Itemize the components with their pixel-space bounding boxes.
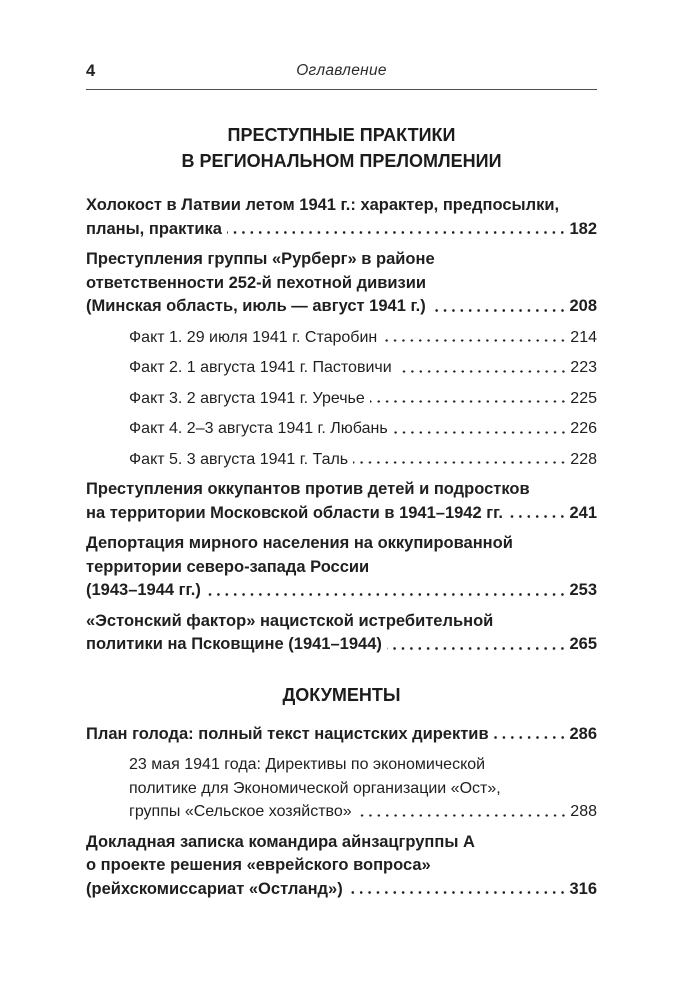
toc-entry-text-line: 23 мая 1941 года: Директивы по экономической xyxy=(129,756,486,773)
dot-leader xyxy=(227,218,566,242)
toc-entry-last-line xyxy=(86,295,597,319)
toc-entry-last-line xyxy=(129,800,597,824)
toc-entry-last-line xyxy=(86,502,597,526)
toc-entry xyxy=(86,248,597,319)
toc-entry-page-ref: 214 xyxy=(570,328,597,346)
toc-entry-last-line xyxy=(86,723,597,747)
dot-leader xyxy=(382,326,567,350)
toc-entry xyxy=(86,532,597,603)
toc-entry-last-line xyxy=(129,448,597,472)
toc-entry-text-line: Факт 4. 2–3 августа 1941 г. Любань xyxy=(129,420,388,437)
toc-entry xyxy=(129,417,597,441)
dot-leader xyxy=(348,878,567,902)
toc-entry-text-line: о проекте решения «еврейского вопроса» xyxy=(86,856,431,874)
toc-entry-page-ref: 241 xyxy=(569,503,597,522)
toc-entry-last-line xyxy=(129,417,597,441)
toc-entry-text-line: (рейхскомиссариат «Остланд») xyxy=(86,879,343,898)
toc-entry xyxy=(86,194,597,241)
toc-entry-page-ref: 265 xyxy=(569,635,597,653)
toc-entry-last-line xyxy=(86,579,597,603)
dot-leader xyxy=(494,723,567,747)
section-heading-line: ПРЕСТУПНЫЕ ПРАКТИКИ xyxy=(227,125,456,145)
dot-leader xyxy=(353,448,567,472)
toc-entry-text-line: (Минская область, июль — август 1941 г.) xyxy=(86,297,426,315)
toc-entry-text-line: политике для Экономической организации «Ост», xyxy=(129,779,501,797)
toc-entry xyxy=(129,387,597,411)
toc-entry-page-ref: 228 xyxy=(570,450,597,468)
toc-entry-text-line: Факт 3. 2 августа 1941 г. Уречье xyxy=(129,389,365,407)
toc-entry-last-line xyxy=(86,633,597,657)
section-heading xyxy=(86,122,597,174)
dot-leader xyxy=(206,579,567,603)
toc-entry-page-ref: 288 xyxy=(570,803,597,820)
toc-entry-text-line: (1943–1944 гг.) xyxy=(86,581,201,599)
toc-entry-text-line: Преступления группы «Рурберг» в районе xyxy=(86,250,435,268)
section-heading-line: ДОКУМЕНТЫ xyxy=(282,684,401,705)
toc-entry-page-ref: 208 xyxy=(569,297,597,315)
toc-entry-page-ref: 286 xyxy=(569,724,597,743)
toc-entry-last-line xyxy=(129,326,597,350)
toc-entry-last-line xyxy=(86,218,597,242)
running-head-title: Оглавление xyxy=(296,62,387,79)
running-head xyxy=(86,62,597,84)
dot-leader xyxy=(357,800,568,824)
toc-entry-last-line xyxy=(86,878,597,902)
dot-leader xyxy=(387,633,567,657)
toc-entry-text-line: Факт 2. 1 августа 1941 г. Пастовичи xyxy=(129,359,392,376)
toc-entry-text-line: планы, практика xyxy=(86,219,222,238)
toc-entry-page-ref: 223 xyxy=(570,359,597,376)
dot-leader xyxy=(397,356,568,380)
toc-entry-text-line: Факт 1. 29 июля 1941 г. Старобин xyxy=(129,328,378,346)
toc-entry-page-ref: 253 xyxy=(569,581,597,599)
toc-entry-page-ref: 316 xyxy=(569,879,597,898)
page-number: 4 xyxy=(86,62,96,80)
toc-entry-text-line: политики на Псковщине (1941–1944) xyxy=(86,635,382,653)
toc-entry xyxy=(129,356,597,380)
toc xyxy=(86,122,597,901)
toc-entry xyxy=(129,448,597,472)
toc-entry-text-line: «Эстонский фактор» нацистской истребительной xyxy=(86,611,494,630)
toc-entry-text-line: План голода: полный текст нацистских директив xyxy=(86,724,489,743)
toc-entry-text-line: группы «Сельское хозяйство» xyxy=(129,803,352,820)
toc-entry-text-line: Факт 5. 3 августа 1941 г. Таль xyxy=(129,450,349,468)
toc-entry xyxy=(86,478,597,525)
toc-entry-text-line: территории северо-запада России xyxy=(86,557,370,576)
toc-entry-page-ref: 225 xyxy=(570,389,597,407)
dot-leader xyxy=(431,295,567,319)
toc-entry-text-line: Депортация мирного населения на оккупированной xyxy=(86,534,513,552)
toc-entry-text-line: ответственности 252-й пехотной дивизии xyxy=(86,273,426,292)
toc-entry xyxy=(129,753,597,824)
toc-entry-last-line xyxy=(129,356,597,380)
toc-entry-page-ref: 182 xyxy=(569,219,597,238)
page-content xyxy=(86,62,597,908)
dot-leader xyxy=(393,417,568,441)
toc-entry-text-line: Преступления оккупантов против детей и подростков xyxy=(86,480,530,498)
toc-entry-last-line xyxy=(129,387,597,411)
toc-entry xyxy=(86,610,597,657)
toc-entry-page-ref: 226 xyxy=(570,420,597,437)
toc-entry xyxy=(129,326,597,350)
toc-entry-text-line: Докладная записка командира айнзацгруппы А xyxy=(86,832,475,851)
section-heading xyxy=(86,682,597,708)
header-rule xyxy=(86,89,597,90)
toc-entry xyxy=(86,723,597,747)
toc-entry xyxy=(86,831,597,902)
toc-entry-text-line: Холокост в Латвии летом 1941 г.: характер, предпосылки, xyxy=(86,196,560,214)
section-heading-line: В РЕГИОНАЛЬНОМ ПРЕЛОМЛЕНИИ xyxy=(181,151,502,171)
dot-leader xyxy=(508,502,567,526)
dot-leader xyxy=(370,387,568,411)
toc-entry-text-line: на территории Московской области в 1941–1942 гг. xyxy=(86,503,503,522)
